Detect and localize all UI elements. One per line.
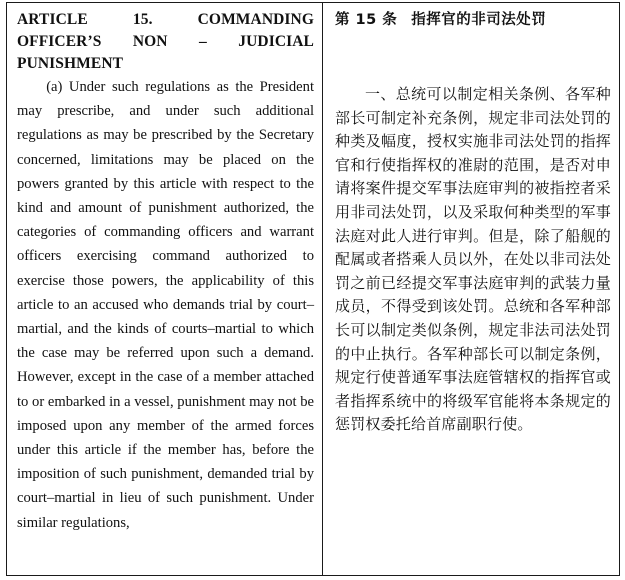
bilingual-article-table	[6, 2, 620, 576]
chinese-article-paragraph: 一、总统可以制定相关条例、各军种部长可制定补充条例，规定非司法处罚的种类及幅度，授权实施非司法处罚的指挥官和行使指挥权的准尉的范围，是否对申请将案件提交军事法庭审判的被指控者采用非司法处罚，以及采取何种类型的军事法庭对此人进行审判。但是，除了船舰的配属或者搭乘人员以外，在处以非司法处罚之前已经提交军事法庭审判的武装力量成员，不得受到该处罚。总统和各军种部长可以制定类似条例，规定非法司法处罚的中止执行。各军种部长可以制定条例，规定行使普通军事法庭管辖权的指挥官或者指挥系统中的将级军官能将本条规定的惩罚权委托给首席副职行使。	[335, 85, 611, 434]
chinese-article-heading	[335, 9, 611, 31]
chinese-column	[323, 3, 619, 575]
english-column	[7, 3, 323, 575]
english-article-heading: ARTICLE 15. COMMANDING OFFICER’S NON – JUDICIAL PUNISHMENT	[17, 11, 314, 72]
chinese-article-number: 第 15 条	[335, 12, 398, 28]
english-article-paragraph: (a) Under such regulations as the President may prescribe, and under such additional regulations as may be prescribed by the Secretary concerned, limitations may be placed on the powers granted by this article with respect to the kind and amount of punishment authorized, the categories of commanding officers and warrant officers exercising command authorized to exercise those powers, the applicability of this article to an accused who demands trial by court–martial, and the kinds of courts–martial to which the case may be referred upon such a demand. However, except in the case of a member attached to or embarked in a vessel, punishment may not be imposed upon any member of the armed forces under this article if the member has, before the imposition of such punishment, demanded trial by court–martial in lieu of such punishment. Under similar regulations,	[17, 79, 314, 531]
chinese-article-title: 指挥官的非司法处罚	[411, 12, 547, 28]
